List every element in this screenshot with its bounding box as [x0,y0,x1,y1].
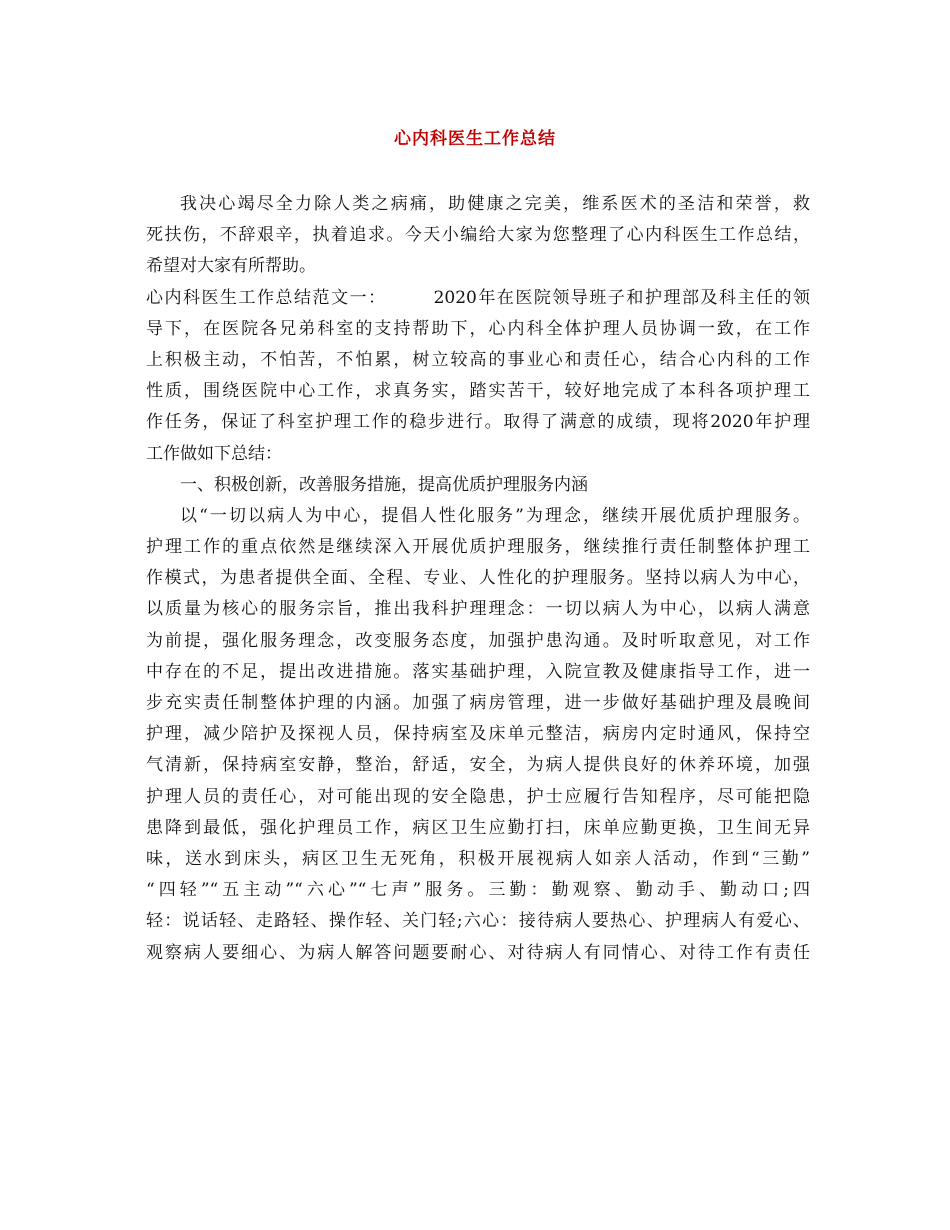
paragraph-line: 作模式，为患者提供全面、全程、专业、人性化的护理服务。坚持以病人为中心， [146,568,810,589]
paragraph-line: 性质，围绕医院中心工作，求真务实，踏实苦干，较好地完成了本科各项护理工 [146,381,810,402]
section-heading: 一、积极创新，改善服务措施，提高优质护理服务内涵 [180,474,588,495]
paragraph-line: 我决心竭尽全力除人类之病痛，助健康之完美，维系医术的圣洁和荣誉，救 [180,194,810,214]
paragraph-line: 轻：说话轻、走路轻、操作轻、关门轻;六心：接待病人要热心、护理病人有爱心、 [146,911,810,932]
document-title: 心内科医生工作总结 [394,129,556,149]
paragraph-line: 气清新，保持病室安静，整治，舒适，安全，为病人提供良好的休养环境，加强 [146,755,810,776]
paragraph-line: 作任务，保证了科室护理工作的稳步进行。取得了满意的成绩，现将2020年护理 [146,412,810,433]
paragraph-line: 以“一切以病人为中心，提倡人性化服务”为理念，继续开展优质护理服务。 [180,505,810,526]
paragraph-line: 味，送水到床头，病区卫生无死角，积极开展视病人如亲人活动，作到“三勤” [146,848,810,869]
paragraph-line: 死扶伤，不辞艰辛，执着追求。今天小编给大家为您整理了心内科医生工作总结， [146,225,810,246]
paragraph-line: 患降到最低，强化护理员工作，病区卫生应勤打扫，床单应勤更换，卫生间无异 [146,817,810,838]
paragraph-line: 为前提，强化服务理念，改变服务态度，加强护患沟通。及时听取意见，对工作 [146,630,810,651]
paragraph-line: 以质量为核心的服务宗旨，推出我科护理理念：一切以病人为中心，以病人满意 [146,599,810,620]
paragraph-line: 工作做如下总结： [146,443,282,464]
paragraph-line: 护理，减少陪护及探视人员，保持病室及床单元整洁，病房内定时通风，保持空 [146,724,810,745]
paragraph-line: 上积极主动，不怕苦，不怕累，树立较高的事业心和责任心，结合心内科的工作 [146,349,810,370]
paragraph-line: 护理人员的责任心，对可能出现的安全隐患，护士应履行告知程序，尽可能把隐 [146,786,810,807]
paragraph-line: 步充实责任制整体护理的内涵。加强了病房管理，进一步做好基础护理及晨晚间 [146,693,810,713]
paragraph-line: 希望对大家有所帮助。 [146,256,316,277]
paragraph-line: “四轻”“五主动”“六心”“七声”服务。三勤：勤观察、勤动手、勤动口;四 [146,880,810,901]
paragraph-line: 心内科医生工作总结范文一： 2020年在医院领导班子和护理部及科主任的领 [146,287,810,308]
paragraph-line: 中存在的不足，提出改进措施。落实基础护理，入院宣教及健康指导工作，进一 [146,661,810,682]
document-body [146,189,810,969]
paragraph-line: 导下，在医院各兄弟科室的支持帮助下，心内科全体护理人员协调一致，在工作 [146,318,810,339]
paragraph-line: 护理工作的重点依然是继续深入开展优质护理服务，继续推行责任制整体护理工 [146,537,810,558]
paragraph-line: 观察病人要细心、为病人解答问题要耐心、对待病人有同情心、对待工作有责任 [146,942,810,963]
